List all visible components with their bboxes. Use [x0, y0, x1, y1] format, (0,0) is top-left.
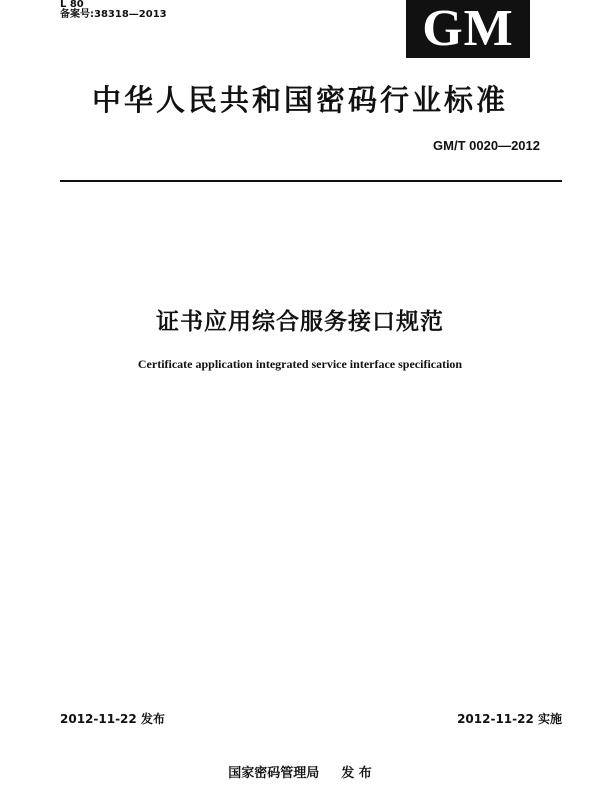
standard-category-title: 中华人民共和国密码行业标准 [91, 83, 508, 117]
gm-logo: GM [406, 0, 530, 58]
implement-date: 2012-11-22 实施 [457, 712, 562, 726]
ics-code: L 80 [60, 0, 84, 10]
publisher-line [0, 762, 600, 781]
publisher-name: 国家密码管理局 [228, 766, 320, 781]
document-title-english: Certificate application integrated service interface specification [137, 357, 463, 371]
document-title-chinese: 证书应用综合服务接口规范 [156, 309, 444, 335]
publish-date: 2012-11-22 发布 [60, 712, 165, 726]
filing-number: 备案号:38318—2013 [60, 9, 167, 20]
publisher-action: 发 布 [341, 766, 372, 781]
header-divider [60, 180, 562, 182]
standard-number: GM/T 0020—2012 [433, 138, 540, 153]
